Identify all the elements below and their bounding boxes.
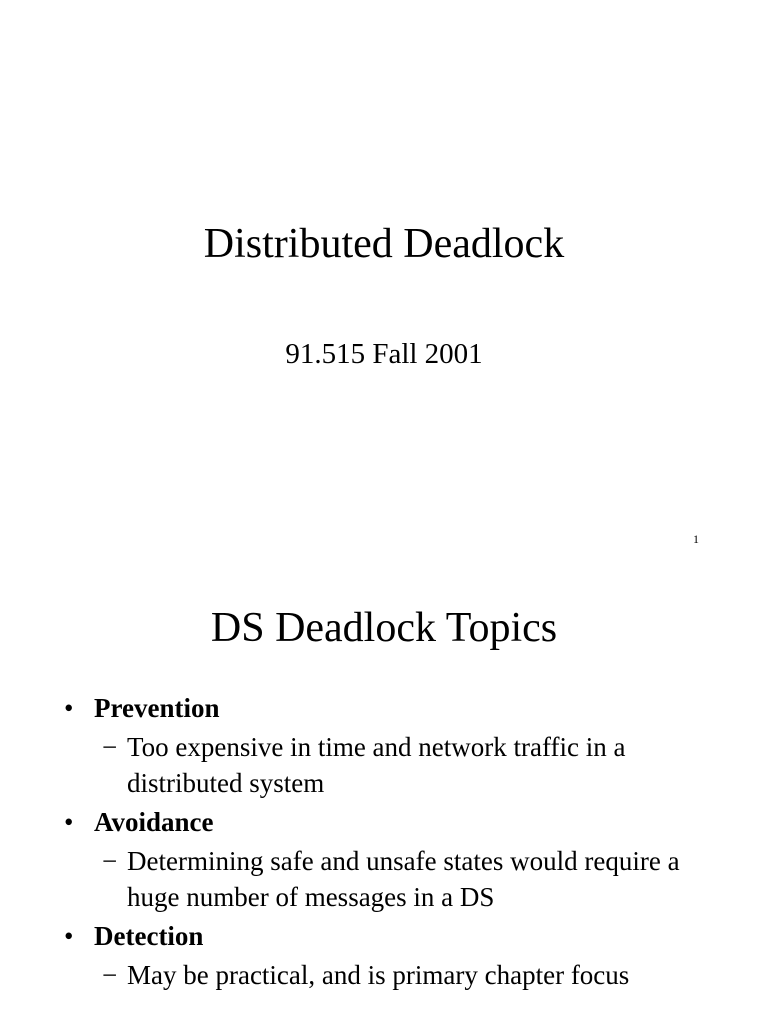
bullet-item-avoidance (0, 804, 768, 915)
dash-marker: − (102, 960, 118, 990)
bullet-label: Detection (94, 921, 204, 951)
bullet-label: Avoidance (94, 807, 214, 837)
bullet-detail: Too expensive in time and network traffic in a distributed system (127, 732, 626, 798)
bullet-detail: May be practical, and is primary chapter focus (127, 960, 630, 990)
bullet-list (0, 690, 768, 996)
slide-title: DS Deadlock Topics (210, 605, 558, 651)
bullet-item-prevention (0, 690, 768, 801)
slide-subtitle: 91.515 Fall 2001 (285, 338, 483, 370)
slide-title: Distributed Deadlock (203, 221, 565, 267)
dash-marker: − (102, 846, 118, 876)
dash-marker: − (102, 732, 118, 762)
bullet-marker: • (64, 921, 74, 951)
bullet-detail: Determining safe and unsafe states would require a huge number of messages in a DS (127, 846, 680, 912)
bullet-marker: • (64, 807, 74, 837)
bullet-marker: • (64, 693, 74, 723)
page-number: 1 (693, 532, 699, 546)
bullet-item-detection (0, 918, 768, 993)
slide-2 (0, 576, 768, 1024)
bullet-label: Prevention (94, 693, 220, 723)
